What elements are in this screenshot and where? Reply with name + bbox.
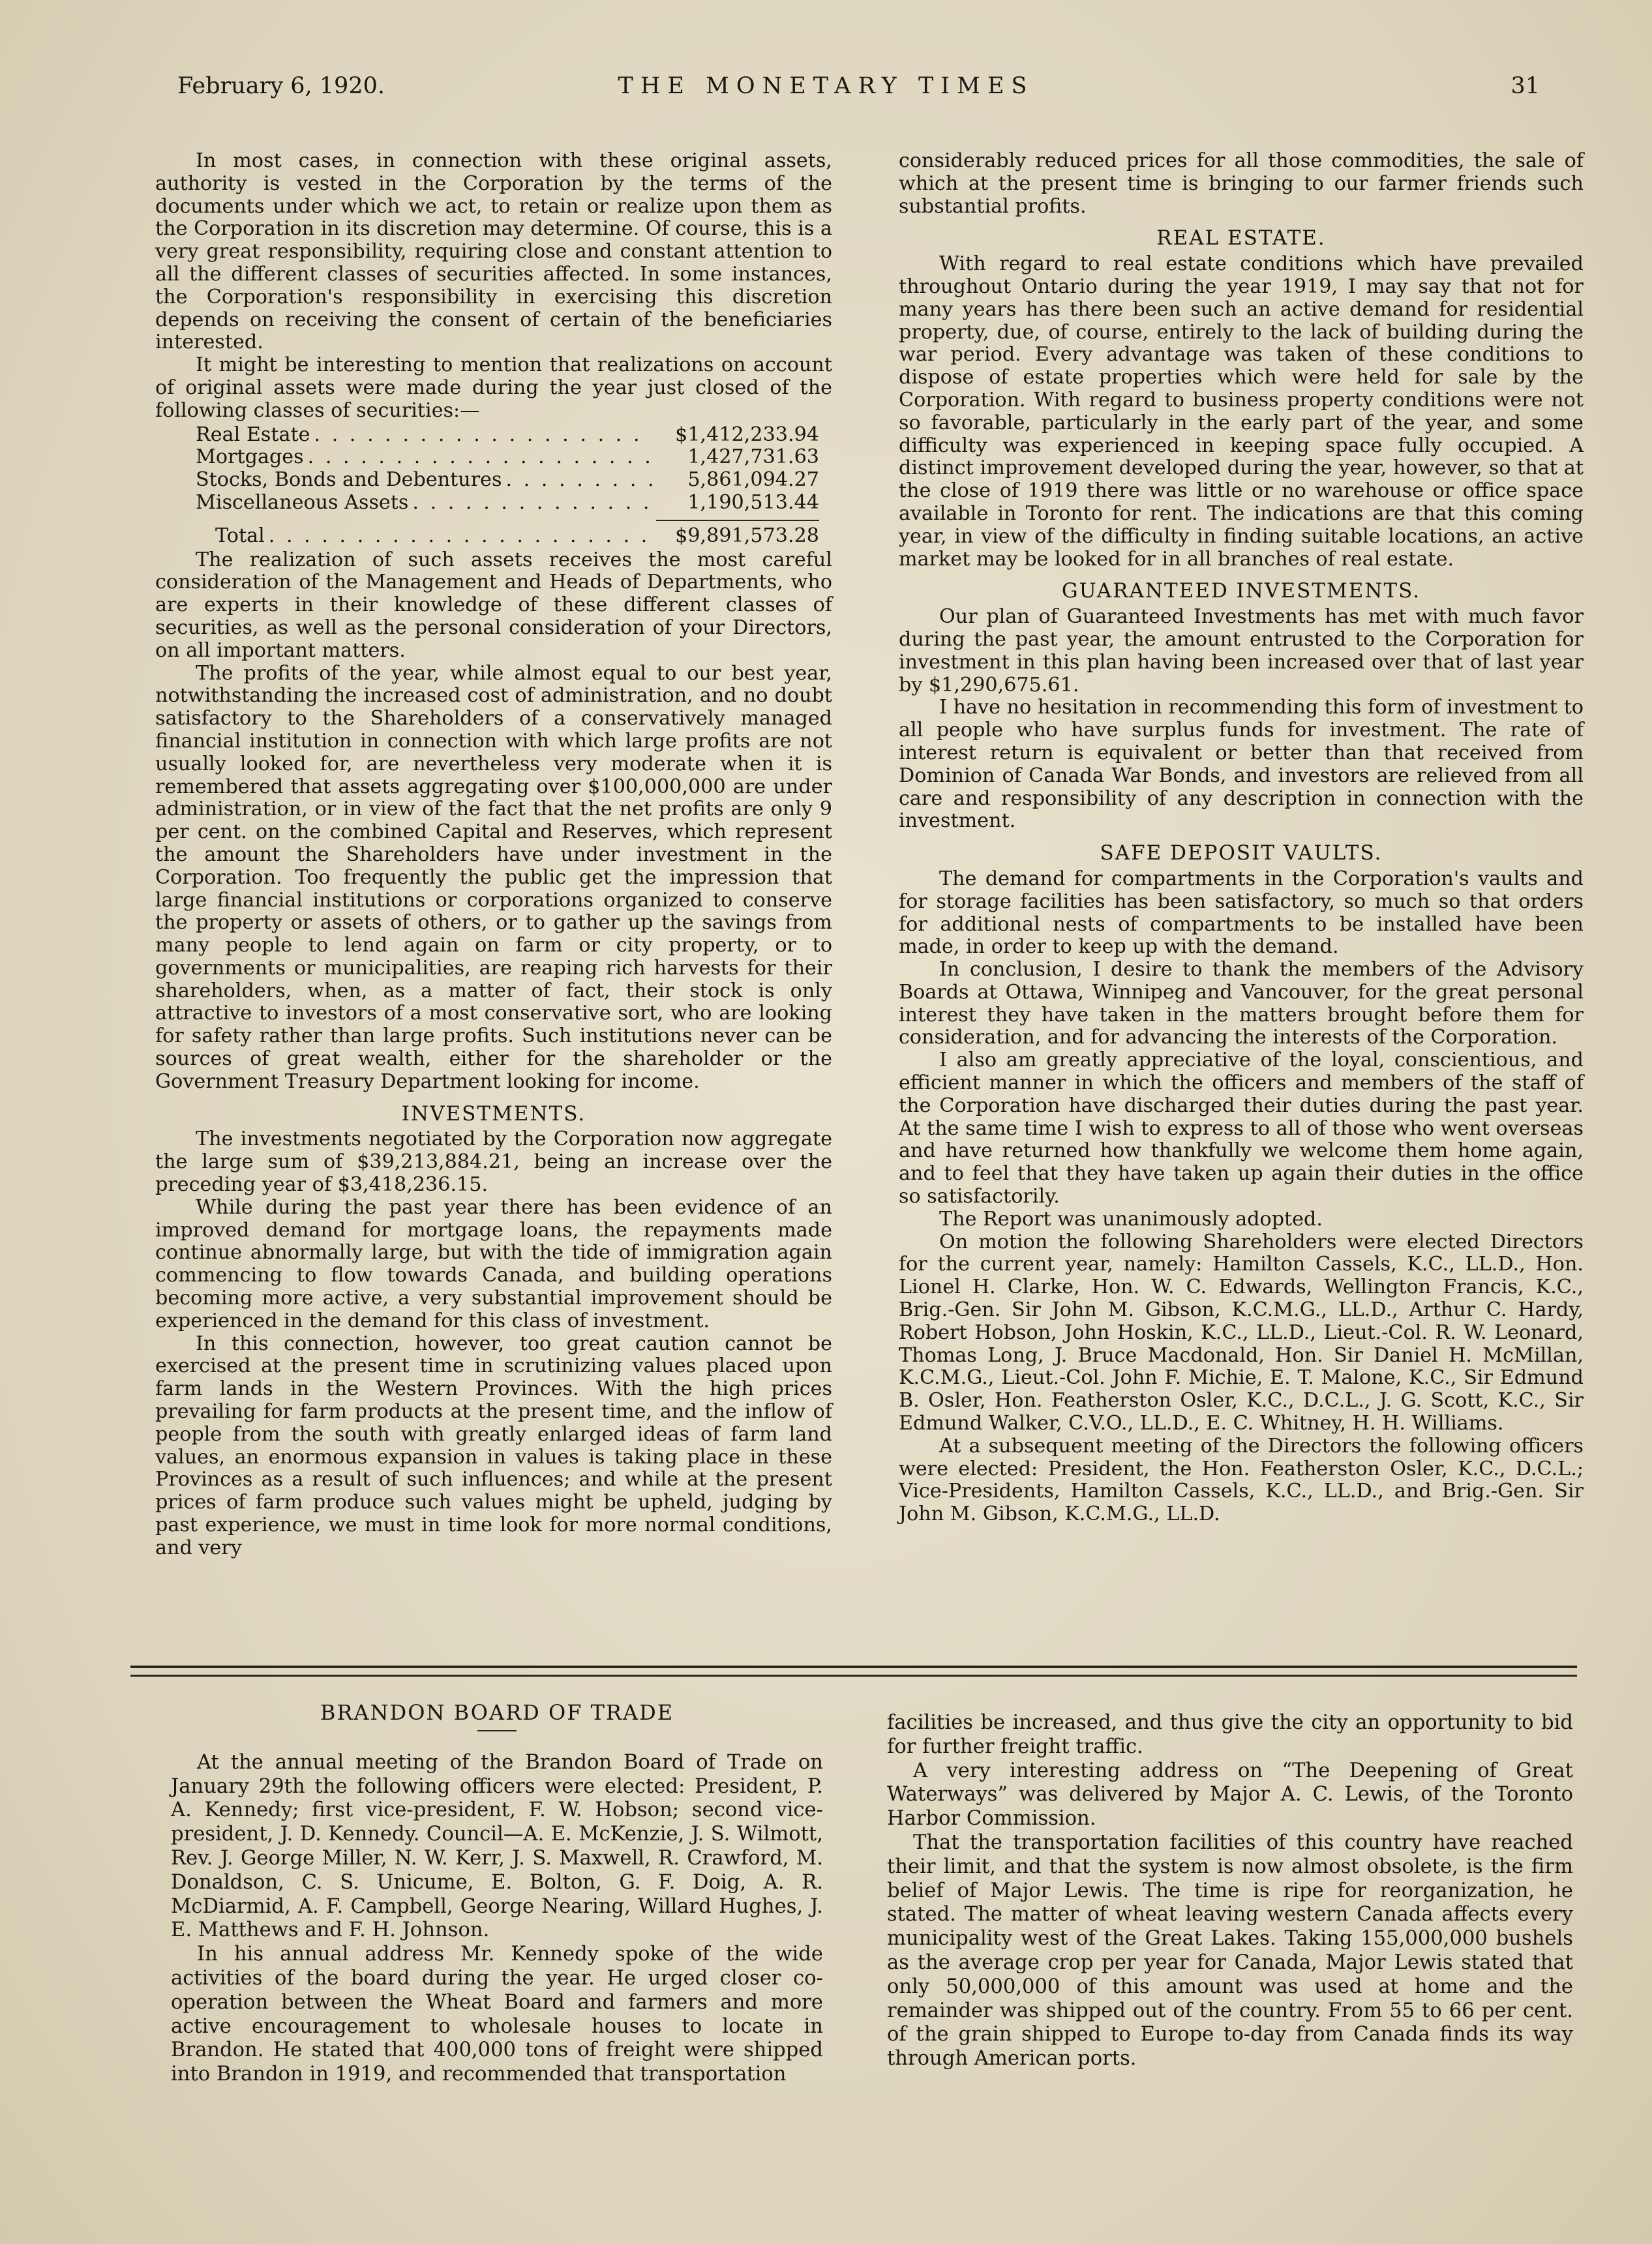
issue-date: February 6, 1920. (177, 73, 385, 99)
paragraph: The Report was unanimously adopted. (939, 1207, 1323, 1231)
masthead: THE MONETARY TIMES (618, 73, 1034, 99)
paragraph: I also am greatly appreciative of the loyal, conscientious, and efficient manner in which the officers and members of the staff of the Corporation have discharged their duties during the past year. At the same time I wish to express to all of those who went overseas and have returned how thankfully we welcome them home again, and to feel that they have taken up again their duties in the office so satisfactorily. (899, 1049, 1584, 1208)
paragraph: That the transportation facilities of this country have reached their limit, and that the system is now almost obsolete, is the firm belief of Major Lewis. The time is ripe for reorganization, he stated. The matter of wheat leaving western Canada affects every municipality west of the Great Lakes. Taking 155,000,000 bushels as the average crop per year for Canada, Major Lewis stated that only 50,000,000 of this amount was used at home and the remainder was shipped out of the country. From 55 to 66 per cent. of the grain shipped to Europe to-day from Canada finds its way through American ports. (887, 1831, 1573, 2071)
paragraph: The investments negotiated by the Corporation now aggregate the large sum of $39,213,884.21, being an increase over the preceding year of $3,418,236.15. (155, 1128, 832, 1197)
table-row (155, 469, 832, 492)
paragraph: On motion the following Shareholders were elected Directors for the current year, namely: Hamilton Cassels, K.C., LL.D., Hon. Lionel H. Clarke, Hon. W. C. Edwards, Wellington Francis, K.C., Brig.-Gen. Sir John M. Gibson, K.C.M.G., LL.D., Arthur C. Hardy, Robert Hobson, John Hoskin, K.C., LL.D., Lieut.-Col. R. W. Leonard, Thomas Long, J. Bruce Macdonald, Hon. Sir Daniel H. McMillan, K.C.M.G., Lieut.-Col. John F. Michie, E. T. Malone, K.C., Sir Edmund B. Osler, Hon. Featherston Osler, K.C., D.C.L., J. G. Scott, K.C., Sir Edmund Walker, C.V.O., LL.D., E. C. Whitney, H. H. Williams. (899, 1230, 1584, 1435)
total-row (155, 525, 832, 548)
row-label: Stocks, Bonds and Debentures (196, 468, 502, 492)
left-column (155, 150, 832, 1560)
section-divider (130, 1666, 1577, 1677)
paragraph: The realization of such assets receives the most careful consideration of the Management and Heads of Departments, who are experts in their knowledge of these different classes of securities, as well as the personal consideration of your Directors, on all important matters. (155, 548, 832, 662)
realizations-table (155, 424, 832, 548)
brandon-right-column (887, 1711, 1573, 2071)
row-amount: $1,412,233.94 (675, 423, 819, 446)
table-row (155, 446, 832, 469)
section-heading-investments: INVESTMENTS. (401, 1101, 586, 1126)
heading-rule (477, 1730, 517, 1731)
paragraph: The demand for compartments in the Corporation's vaults and for storage facilities has been satisfactory, so much so that orders for additional nests of compartments to be installed have been made, in order to keep up with the demand. (899, 867, 1584, 959)
row-amount: 1,190,513.44 (687, 490, 819, 514)
row-label: Mortgages (196, 445, 304, 469)
right-column (899, 150, 1584, 1526)
paragraph: Our plan of Guaranteed Investments has met with much favor during the past year, the amount entrusted to the Corporation for investment in this plan having been increased over that of last year by $1,290,675.61. (899, 605, 1584, 696)
row-amount: 1,427,731.63 (687, 445, 819, 469)
paragraph: The profits of the year, while almost equal to our best year, notwithstanding the increased cost of administration, and no doubt satisfactory to the Shareholders of a conservatively managed financial institution in connection with which large profits are not usually looked for, are nevertheless very moderate when it is remembered that assets aggregating over $100,000,000 are under administration, or in view of the fact that the net profits are only 9 per cent. on the combined Capital and Reserves, which represent the amount the Shareholders have under investment in the Corporation. Too frequently the public get the impression that large financial institutions or corporations organized to conserve the property or assets of others, or to gather up the savings from many people to lend again on farm or city property, or to governments or municipalities, are reaping rich harvests for their shareholders, when, as a matter of fact, their stock is only attractive to investors of a most conservative sort, who are looking for safety rather than large profits. Such institutions never can be sources of great wealth, either for the shareholder or the Government Treasury Department looking for income. (155, 661, 832, 1093)
section-heading-real-estate: REAL ESTATE. (1156, 226, 1326, 250)
brandon-left-column (171, 1701, 823, 2087)
paragraph: At a subsequent meeting of the Directors the following officers were elected: President, the Hon. Featherston Osler, K.C., D.C.L.; Vice-Presidents, Hamilton Cassels, K.C., LL.D., and Brig.-Gen. Sir John M. Gibson, K.C.M.G., LL.D. (899, 1434, 1584, 1526)
row-label: Miscellaneous Assets (196, 490, 409, 514)
paragraph: At the annual meeting of the Brandon Board of Trade on January 29th the following officers were elected: President, P. A. Kennedy; first vice-president, F. W. Hobson; second vice-president, J. D. Kennedy. Council—A. E. McKenzie, J. S. Wilmott, Rev. J. George Miller, N. W. Kerr, J. S. Maxwell, R. Crawford, M. Donaldson, C. S. Unicume, E. Bolton, G. F. Doig, A. R. McDiarmid, A. F. Campbell, George Nearing, Willard Hughes, J. E. Matthews and F. H. Johnson. (171, 1750, 823, 1942)
paragraph: It might be interesting to mention that realizations on account of original assets were made during the year just closed of the following classes of securities:— (155, 353, 832, 422)
row-amount: 5,861,094.27 (687, 468, 819, 492)
article-heading: BRANDON BOARD OF TRADE (320, 1700, 674, 1725)
paragraph: While during the past year there has been evidence of an improved demand for mortgage loans, the repayments made continue abnormally large, but with the tide of immigration again commencing to flow towards Canada, and building operations becoming more active, a very substantial improvement should be experienced in the demand for this class of investment. (155, 1195, 832, 1332)
section-heading-guaranteed-investments: GUARANTEED INVESTMENTS. (1061, 579, 1421, 603)
paragraph: In his annual address Mr. Kennedy spoke of the wide activities of the board during the year. He urged closer co-operation between the Wheat Board and farmers and more active encouragement to wholesale houses to locate in Brandon. He stated that 400,000 tons of freight were shipped into Brandon in 1919, and recommended that transportation (171, 1943, 823, 2086)
leader-dots (412, 492, 652, 515)
total-rule (656, 520, 819, 521)
total-label: Total (215, 524, 265, 547)
paragraph: In this connection, however, too great caution cannot be exercised at the present time in scrutinizing values placed upon farm lands in the Western Provinces. With the high prices prevailing for farm products at the present time, and the inflow of people from the south with greatly enlarged ideas of farm land values, an enormous expansion in values is taking place in these Provinces as a result of such influences; and while at the present prices of farm produce such values might be upheld, judging by past experience, we must in time look for more normal conditions, and very (155, 1332, 832, 1559)
row-label: Real Estate (196, 423, 310, 446)
leader-dots (308, 446, 652, 469)
paragraph: I have no hesitation in recommending this form of investment to all people who have surplus funds for investment. The rate of interest return is equivalent or better than that received from Dominion of Canada War Bonds, and investors are relieved from all care and responsibility of any description in connection with the investment. (899, 696, 1584, 833)
paragraph: In conclusion, I desire to thank the members of the Advisory Boards at Ottawa, Winnipeg and Vancouver, for the great personal interest they have taken in the matters brought before them for consideration, and for advancing the interests of the Corporation. (899, 958, 1584, 1049)
paragraph: facilities be increased, and thus give the city an opportunity to bid for further freight traffic. (887, 1711, 1573, 1758)
paragraph: considerably reduced prices for all those commodities, the sale of which at the present time is bringing to our farmer friends such substantial profits. (899, 149, 1584, 218)
leader-dots (269, 525, 652, 548)
page-number: 31 (1510, 73, 1540, 99)
paragraph: With regard to real estate conditions which have prevailed throughout Ontario during the year 1919, I may say that not for many years has there been such an active demand for residential property, due, of course, entirely to the lack of building during the war period. Every advantage was taken of these conditions to dispose of estate properties which were held for sale by the Corporation. With regard to business property conditions were not so favorable, particularly in the early part of the year, and some difficulty was experienced in keeping space fully occupied. A distinct improvement developed during the year, however, so that at the close of 1919 there was little or no warehouse or office space available in Toronto for rent. The indications are that this coming year, in view of the difficulty in finding suitable locations, an active market may be looked for in all branches of real estate. (899, 252, 1584, 571)
leader-dots (314, 424, 653, 447)
total-amount: $9,891,573.28 (675, 524, 819, 547)
leader-dots (506, 469, 653, 492)
paragraph: A very interesting address on “The Deepening of Great Waterways” was delivered by Major A. C. Lewis, of the Toronto Harbor Commission. (887, 1759, 1573, 1831)
table-row (155, 492, 832, 515)
paragraph: In most cases, in connection with these original assets, authority is vested in the Corporation by the terms of the documents under which we act, to retain or realize upon them as the Corporation in its discretion may determine. Of course, this is a very great responsibility, requiring close and constant attention to all the different classes of securities affected. In some instances, the Corporation's responsibility in exercising this discretion depends on receiving the consent of certain of the beneficiaries interested. (155, 149, 832, 354)
table-row (155, 424, 832, 447)
section-heading-safe-deposit-vaults: SAFE DEPOSIT VAULTS. (1100, 841, 1383, 865)
